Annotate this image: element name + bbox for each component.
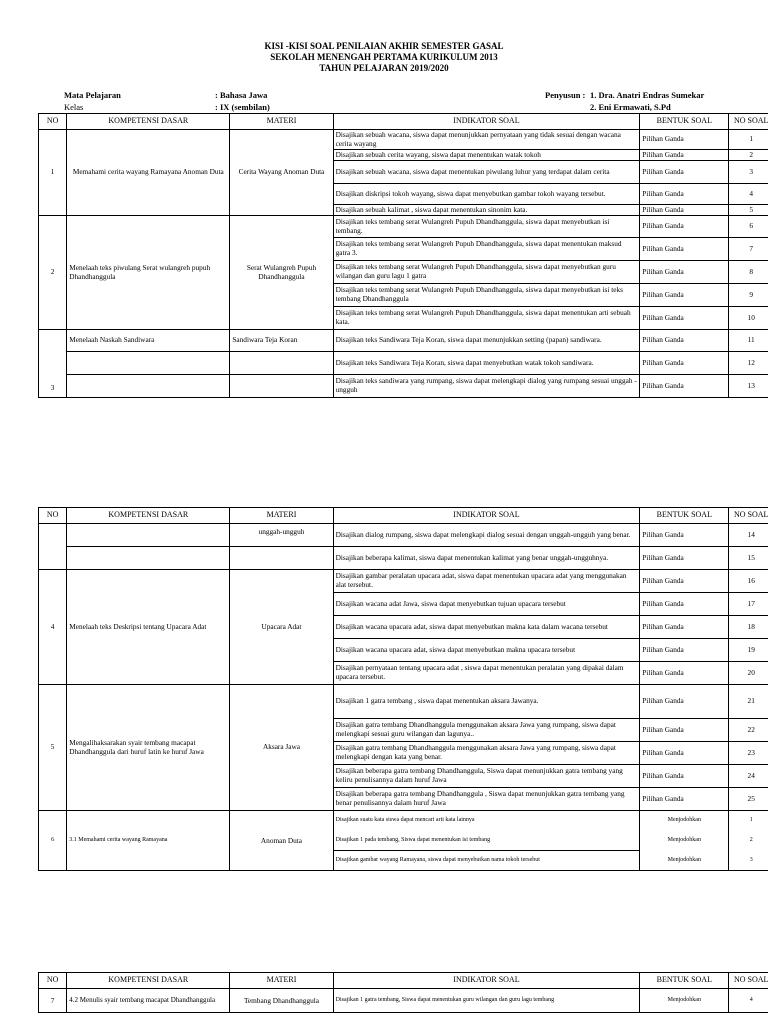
materi: Anoman Duta — [230, 811, 333, 871]
indikator: Disajikan dialog rumpang, siswa dapat melengkapi dialog sesuai dengan unggah-ungguh yang benar. — [333, 524, 640, 547]
bentuk-soal: Pilihan Ganda — [640, 685, 729, 719]
group-no: 1 — [39, 130, 67, 216]
group-no: 7 — [39, 989, 67, 1013]
no-soal: 1 — [729, 130, 768, 150]
bentuk-soal: Pilihan Ganda — [640, 330, 729, 352]
kompetensi-dasar: 3.1 Memahami cerita wayang Ramayana — [67, 811, 230, 871]
col-kd: KOMPETENSI DASAR — [67, 114, 230, 130]
table-row — [39, 524, 768, 547]
title-line-2: SEKOLAH MENENGAH PERTAMA KURIKULUM 2013 — [270, 52, 498, 62]
no-soal: 15 — [729, 547, 768, 570]
materi: Cerita Wayang Anoman Duta — [230, 130, 333, 216]
bentuk-soal: Pilihan Ganda — [640, 307, 729, 330]
bentuk-soal: Pilihan Ganda — [640, 788, 729, 811]
kompetensi-dasar: 4.2 Menulis syair tembang macapat Dhandhanggula — [67, 989, 230, 1013]
no-soal: 18 — [729, 616, 768, 639]
indikator: Disajikan gambar peralatan upacara adat, siswa dapat menentukan upacara adat yang menggunakan alat tersebut. — [333, 570, 640, 593]
bentuk-soal: Pilihan Ganda — [640, 765, 729, 788]
author-2: 2. Eni Ermawati, S.Pd — [590, 102, 671, 112]
indikator: Disajikan sebuah wacana, siswa dapat menunjukkan pernyataan yang tidak sesuai dengan wacana cerita wayang — [333, 130, 640, 150]
bentuk-soal: Pilihan Ganda — [640, 261, 729, 284]
no-soal: 2 — [729, 831, 768, 851]
subject-value: : Bahasa Jawa — [215, 90, 268, 100]
indikator: Disajikan diskripsi tokoh wayang, siswa dapat menyebutkan gambar tokoh wayang tersebut. — [333, 184, 640, 205]
author-1: 1. Dra. Anatri Endras Sumekar — [590, 90, 705, 100]
kisi-table-2 — [38, 507, 768, 871]
col-kd: KOMPETENSI DASAR — [67, 973, 230, 989]
bentuk-soal: Pilihan Ganda — [640, 150, 729, 161]
materi: Upacara Adat — [230, 570, 333, 685]
table-row — [39, 547, 768, 570]
empty-cell — [67, 547, 230, 570]
title-line-1: KISI -KISI SOAL PENILAIAN AKHIR SEMESTER GASAL — [264, 41, 504, 51]
empty-cell — [39, 524, 67, 570]
bentuk-soal: Menjodohkan — [640, 831, 729, 851]
materi: Serat Wulangreh Pupuh Dhandhanggula — [230, 216, 333, 330]
col-nosoal: NO SOAL — [729, 508, 768, 524]
no-soal: 3 — [729, 851, 768, 871]
table-row — [39, 685, 768, 719]
no-soal: 4 — [729, 184, 768, 205]
bentuk-soal: Pilihan Ganda — [640, 662, 729, 685]
no-soal: 2 — [729, 150, 768, 161]
no-soal: 1 — [729, 811, 768, 831]
group-no: 5 — [39, 685, 67, 811]
empty-cell — [67, 352, 230, 375]
col-materi: MATERI — [230, 973, 333, 989]
bentuk-soal: Pilihan Ganda — [640, 639, 729, 662]
kompetensi-dasar: Menelaah teks piwulang Serat wulangreh pupuh Dhandhanggula — [67, 216, 230, 330]
bentuk-soal: Pilihan Ganda — [640, 375, 729, 398]
col-no: NO — [39, 114, 67, 130]
bentuk-soal: Pilihan Ganda — [640, 130, 729, 150]
subject-label: Mata Pelajaran — [64, 90, 121, 100]
materi: unggah-ungguh — [230, 524, 333, 547]
bentuk-soal: Pilihan Ganda — [640, 742, 729, 765]
col-materi: MATERI — [230, 508, 333, 524]
no-soal: 22 — [729, 719, 768, 742]
indikator: Disajikan beberapa gatra tembang Dhandhanggula, Siswa dapat menunjukkan gatra tembang yang keliru penulisannya dalam huruf Jawa — [333, 765, 640, 788]
bentuk-soal: Pilihan Ganda — [640, 216, 729, 238]
indikator: Disajikan teks tembang serat Wulangreh Pupuh Dhandhanggula, siswa dapat menentukan arti sebuah kata. — [333, 307, 640, 330]
no-soal: 16 — [729, 570, 768, 593]
materi: Sandiwara Teja Koran — [230, 330, 333, 352]
table-row — [39, 989, 768, 1013]
group-no: 2 — [39, 216, 67, 330]
no-soal: 13 — [729, 375, 768, 398]
col-bentuk: BENTUK SOAL — [640, 114, 729, 130]
bentuk-soal: Pilihan Ganda — [640, 284, 729, 307]
indikator: Disajikan teks tembang serat Wulangreh Pupuh Dhandhanggula, siswa dapat menyebutkan isi tembang. — [333, 216, 640, 238]
empty-cell — [67, 375, 230, 398]
bentuk-soal: Pilihan Ganda — [640, 547, 729, 570]
empty-cell — [67, 524, 230, 547]
empty-cell — [230, 352, 333, 375]
no-soal: 10 — [729, 307, 768, 330]
table-row — [39, 375, 768, 398]
indikator: Disajikan sebuah kalimat , siswa dapat menentukan sinonim kata. — [333, 205, 640, 216]
indikator: Disajikan 1 pada tembang, Siswa dapat menentukan isi tembang — [333, 831, 640, 851]
title-line-3: TAHUN PELAJARAN 2019/2020 — [319, 63, 449, 73]
indikator: Disajikan teks Sandiwara Teja Koran, siswa dapat menunjukkan setting (papan) sandiwara. — [333, 330, 640, 352]
indikator: Disajikan pernyataan tentang upacara adat , siswa dapat menentukan peralatan yang dipakai dalam upacara tersebut. — [333, 662, 640, 685]
no-soal: 25 — [729, 788, 768, 811]
empty-cell — [230, 547, 333, 570]
table-header-row — [39, 973, 768, 989]
bentuk-soal: Pilihan Ganda — [640, 352, 729, 375]
no-soal: 5 — [729, 205, 768, 216]
no-soal: 11 — [729, 330, 768, 352]
indikator: Disajikan beberapa kalimat, siswa dapat menentukan kalimat yang benar unggah-ungguhnya. — [333, 547, 640, 570]
no-soal: 12 — [729, 352, 768, 375]
empty-cell — [230, 375, 333, 398]
col-indikator: INDIKATOR SOAL — [333, 508, 640, 524]
document-header — [0, 41, 768, 74]
bentuk-soal: Menjodohkan — [640, 989, 729, 1013]
kompetensi-dasar: Menelaah Naskah Sandiwara — [67, 330, 230, 352]
kompetensi-dasar: Mengalihaksarakan syair tembang macapat Dhandhanggula dari huruf latin ke huruf Jawa — [67, 685, 230, 811]
no-soal: 23 — [729, 742, 768, 765]
col-no: NO — [39, 508, 67, 524]
class-value: : IX (sembilan) — [215, 102, 270, 112]
indikator: Disajikan wacana adat Jawa, siswa dapat menyebutkan tujuan upacara tersebut — [333, 593, 640, 616]
table-row — [39, 330, 768, 352]
col-bentuk: BENTUK SOAL — [640, 508, 729, 524]
bentuk-soal: Menjodohkan — [640, 811, 729, 831]
indikator: Disajikan teks tembang serat Wulangreh Pupuh Dhandhanggula, siswa dapat menyebutkan guru wilangan dan guru lagu 1 gatra — [333, 261, 640, 284]
no-soal: 3 — [729, 161, 768, 184]
table-row — [39, 352, 768, 375]
col-no: NO — [39, 973, 67, 989]
no-soal: 4 — [729, 989, 768, 1013]
indikator: Disajikan wacana upacara adat, siswa dapat menyebutkan makna kata dalam wacana tersebut — [333, 616, 640, 639]
indikator: Disajikan teks tembang serat Wulangreh Pupuh Dhandhanggula, siswa dapat menentukan maksud gatra 3. — [333, 238, 640, 261]
no-soal: 7 — [729, 238, 768, 261]
table-header-row — [39, 114, 768, 130]
indikator: Disajikan gambar wayang Ramayana, siswa dapat menyebutkan nama tokoh tersebut — [333, 851, 640, 871]
col-nosoal: NO SOAL — [729, 973, 768, 989]
materi: Tembang Dhandhanggula — [230, 989, 333, 1013]
bentuk-soal: Menjodohkan — [640, 851, 729, 871]
col-kd: KOMPETENSI DASAR — [67, 508, 230, 524]
no-soal: 21 — [729, 685, 768, 719]
bentuk-soal: Pilihan Ganda — [640, 205, 729, 216]
col-nosoal: NO SOAL — [729, 114, 768, 130]
no-soal: 14 — [729, 524, 768, 547]
indikator: Disajikan 1 gatra tembang , siswa dapat menentukan aksara Jawanya. — [333, 685, 640, 719]
group-no: 3 — [39, 330, 67, 398]
kisi-table-1 — [38, 113, 768, 398]
bentuk-soal: Pilihan Ganda — [640, 524, 729, 547]
bentuk-soal: Pilihan Ganda — [640, 184, 729, 205]
table-row — [39, 811, 768, 831]
group-no: 4 — [39, 570, 67, 685]
col-bentuk: BENTUK SOAL — [640, 973, 729, 989]
table-row — [39, 216, 768, 238]
class-label: Kelas — [64, 102, 84, 112]
bentuk-soal: Pilihan Ganda — [640, 570, 729, 593]
col-indikator: INDIKATOR SOAL — [333, 973, 640, 989]
indikator: Disajikan teks tembang serat Wulangreh Pupuh Dhandhanggula, siswa dapat menyebutkan isi teks tembang Dhandhanggula — [333, 284, 640, 307]
no-soal: 24 — [729, 765, 768, 788]
bentuk-soal: Pilihan Ganda — [640, 593, 729, 616]
col-indikator: INDIKATOR SOAL — [333, 114, 640, 130]
kisi-table-3 — [38, 972, 768, 1013]
indikator: Disajikan gatra tembang Dhandhanggula menggunakan aksara Jawa yang rumpang, siswa dapat melengkapi sesuai guru wilangan dan lagunya.. — [333, 719, 640, 742]
indikator: Disajikan suatu kata siswa dapat mencari arti kata lainnya — [333, 811, 640, 831]
no-soal: 17 — [729, 593, 768, 616]
author-label: Penyusun : — [545, 90, 586, 100]
indikator: Disajikan 1 gatra tembang, Siswa dapat menentukan guru wilangan dan guru lagu tembang — [333, 989, 640, 1013]
table-row — [39, 570, 768, 593]
indikator: Disajikan beberapa gatra tembang Dhandhanggula , Siswa dapat menunjukkan gatra tembang yang benar penulisannya dalam huruf Jawa — [333, 788, 640, 811]
bentuk-soal: Pilihan Ganda — [640, 238, 729, 261]
group-no: 6 — [39, 811, 67, 871]
col-materi: MATERI — [230, 114, 333, 130]
no-soal: 6 — [729, 216, 768, 238]
table-header-row — [39, 508, 768, 524]
bentuk-soal: Pilihan Ganda — [640, 616, 729, 639]
indikator: Disajikan gatra tembang Dhandhanggula menggunakan aksara Jawa yang rumpang, siswa dapat melengkapi dengan kata yang benar. — [333, 742, 640, 765]
no-soal: 19 — [729, 639, 768, 662]
materi: Aksara Jawa — [230, 685, 333, 811]
kompetensi-dasar: Menelaah teks Deskripsi tentang Upacara Adat — [67, 570, 230, 685]
bentuk-soal: Pilihan Ganda — [640, 161, 729, 184]
kompetensi-dasar: Memahami cerita wayang Ramayana Anoman Duta — [67, 130, 230, 216]
no-soal: 20 — [729, 662, 768, 685]
indikator: Disajikan teks sandiwara yang rumpang, siswa dapat melengkapi dialog yang rumpang sesuai unggah - ungguh — [333, 375, 640, 398]
table-row — [39, 130, 768, 150]
indikator: Disajikan teks Sandiwara Teja Koran, siswa dapat menyebutkan watak tokoh sandiwara. — [333, 352, 640, 375]
indikator: Disajikan wacana upacara adat, siswa dapat menyebutkan makna upacara tersebut — [333, 639, 640, 662]
no-soal: 9 — [729, 284, 768, 307]
indikator: Disajikan sebuah cerita wayang, siswa dapat menentukan watak tokoh — [333, 150, 640, 161]
indikator: Disajikan sebuah wacana, siswa dapat menentukan piwulang luhur yang terdapat dalam cerita — [333, 161, 640, 184]
no-soal: 8 — [729, 261, 768, 284]
bentuk-soal: Pilihan Ganda — [640, 719, 729, 742]
